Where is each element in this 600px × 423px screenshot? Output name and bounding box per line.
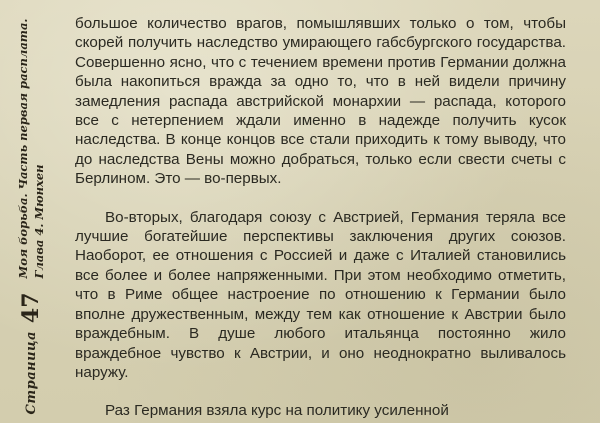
page-body (75, 14, 566, 421)
page-number: 47 (18, 291, 44, 323)
page-label: Страница (23, 330, 39, 414)
paragraph-spacer (75, 189, 566, 208)
running-header (0, 0, 62, 423)
paragraph-1: большое количество врагов, помышлявших только о том, чтобы скорей получить наследство умирающего габсбургского государства. Совершенно ясно, что с течением времени против Германии должна была накопиться вражда за одно то, что в ней видели причину замедления распада австрийской монархии — распада, которого все с нетерпением ждали именно в надежде получить кусок наследства. В конце концов все стали приходить к тому выводу, что до наследства Вены можно добраться, только если свести счеты с Берлином. Это — во-первых. (75, 15, 566, 188)
book-title: Моя борьба. Часть первая расплата. (16, 18, 30, 278)
paragraph-2: Во-вторых, благодаря союзу с Австрией, Германия теряла все лучшие богатейшие перспективы заключения других союзов. Наоборот, ее отношения с Россией и даже с Италией становились все более и более напряженными. При этом необходимо отметить, что в Риме общее настроение по отношению к Германии было вполне дружественным, между тем как отношение к Австрии было враждебным. В душе любого итальянца постоянно жило враждебное чувство к Австрии, и оно неоднократно выливалось наружу. (75, 208, 566, 381)
paragraph-spacer (75, 382, 566, 401)
chapter-title: Глава 4. Мюнхен (32, 163, 46, 278)
header-titles (16, 18, 46, 278)
paragraph-3: Раз Германия взяла курс на политику усиленной (105, 402, 449, 420)
running-header-text (16, 9, 46, 414)
